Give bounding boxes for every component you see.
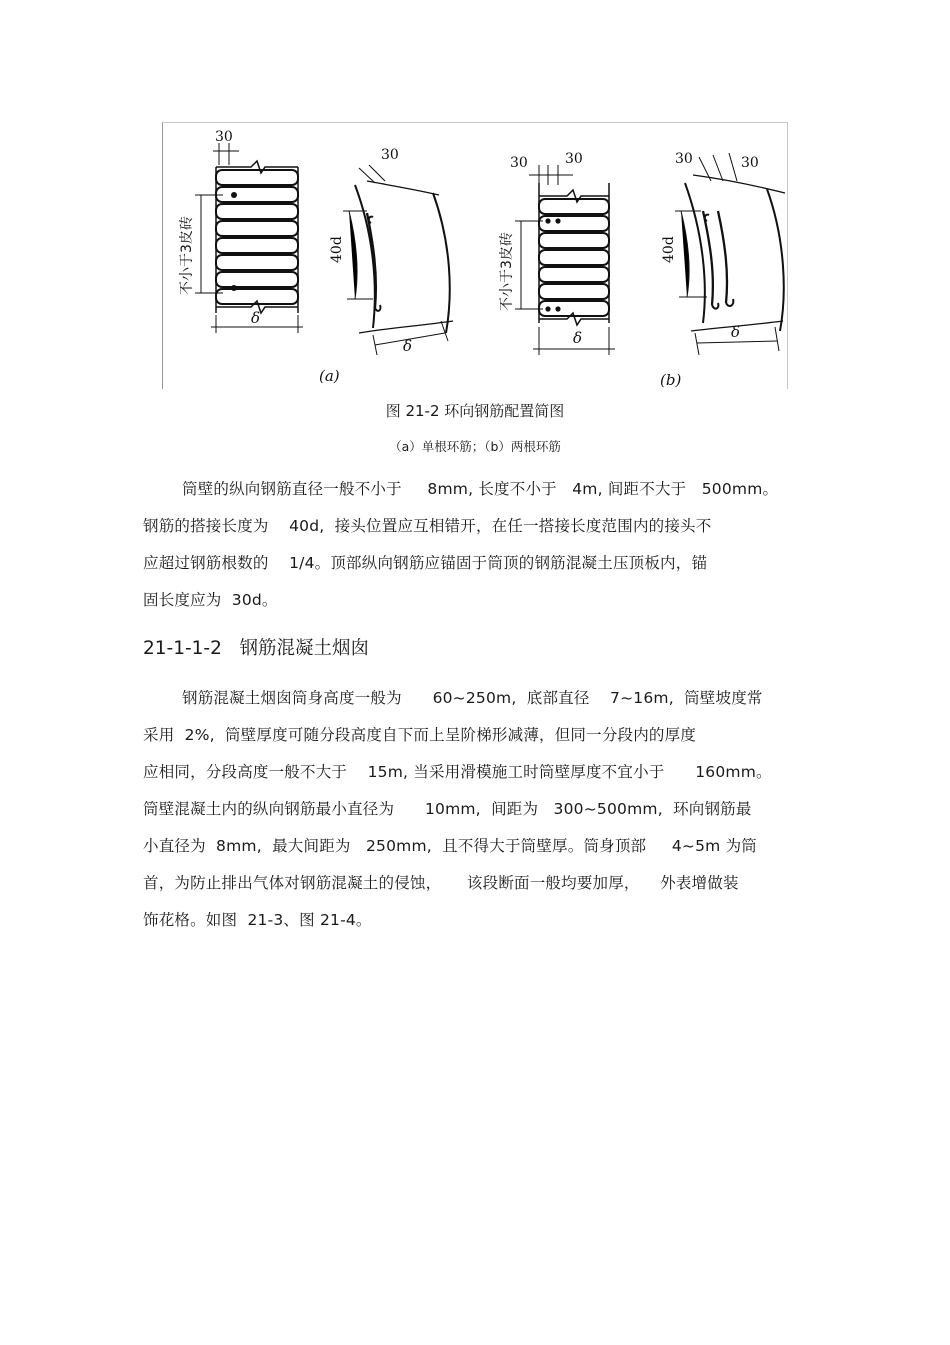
panel-b-rebar-dot-4: [555, 306, 560, 311]
paragraph-2-line-3: 应相同，分段高度一般不大于 15m, 当采用滑模施工时筒壁厚度不宜小于 160mm。: [143, 763, 772, 781]
panel-b-top-dim-right-label: 30: [565, 151, 583, 167]
paragraph-2-line-2: 采用 2%, 筒壁厚度可随分段高度自下而上呈阶梯形减薄，但同一分段内的厚度: [143, 726, 697, 744]
panel-a-rebar-dim-label: 30: [381, 147, 399, 163]
panel-b-lap-label: 40d: [661, 236, 677, 263]
panel-a-top-dim-label: 30: [215, 129, 233, 145]
panel-a-brick-section: [216, 161, 298, 313]
panel-a-height-label: 不小于3皮砖: [179, 216, 195, 295]
paragraph-2-line-1: 钢筋混凝土烟囱筒身高度一般为 60~250m, 底部直径 7~16m, 筒壁坡度常: [182, 689, 763, 707]
panel-b-rebar-dim-left-label: 30: [675, 151, 693, 167]
panel-a-label: (a): [319, 367, 340, 385]
paragraph-1-line-4: 固长度应为 30d。: [143, 591, 278, 609]
paragraph-1-line-2: 钢筋的搭接长度为 40d, 接头位置应互相错开，在任一搭接长度范围内的接头不: [143, 517, 712, 535]
panel-b-rebar-dot-1: [545, 218, 550, 223]
panel-a-curved-delta-label: δ: [403, 337, 413, 355]
paragraph-1-line-3: 应超过钢筋根数的 1/4。顶部纵向钢筋应锚固于筒顶的钢筋混凝土压顶板内，锚: [143, 554, 708, 572]
panel-b-top-dim-left-label: 30: [510, 155, 528, 171]
panel-b-top-dimension: [529, 165, 573, 185]
paragraph-2-line-7: 饰花格。如图 21-3、图 21-4。: [143, 911, 372, 929]
panel-b-delta-label: δ: [573, 329, 583, 347]
panel-a-lap-label: 40d: [329, 236, 345, 263]
panel-b-curved-wall: [685, 175, 785, 331]
paragraph-2-line-6: 首，为防止排出气体对钢筋混凝土的侵蚀， 该段断面一般均要加厚， 外表增做装: [143, 874, 739, 892]
panel-b-rebar-dot-2: [555, 218, 560, 223]
panel-a-delta-label: δ: [251, 309, 261, 327]
panel-b-rebar-dot-3: [545, 306, 550, 311]
paragraph-1-line-1: 筒壁的纵向钢筋直径一般不小于 8mm, 长度不小于 4m, 间距不大于 500mm。: [182, 480, 779, 498]
panel-b-brick-section: [539, 183, 609, 325]
figure-subcaption: （a）单根环筋；（b）两根环筋: [389, 439, 561, 454]
figure-21-2: [162, 122, 788, 389]
paragraph-2-line-5: 小直径为 8mm, 最大间距为 250mm, 且不得大于筒壁厚。筒身顶部 4~5m 为筒: [143, 837, 758, 855]
panel-a-top-dimension: [213, 143, 239, 165]
panel-b-curved-delta-label: δ: [731, 323, 741, 341]
panel-a-height-dimension: [195, 195, 223, 293]
paragraph-2-line-4: 筒壁混凝土内的纵向钢筋最小直径为 10mm, 间距为 300~500mm, 环向钢筋最: [143, 800, 752, 818]
panel-b-rebar-dim-right-label: 30: [741, 155, 759, 171]
rebar-diagram: [163, 123, 787, 389]
figure-caption: 图 21-2 环向钢筋配置简图: [385, 402, 565, 420]
panel-a-rebar-offset-dim: [359, 165, 385, 183]
panel-a-curved-wall: [355, 181, 453, 333]
section-heading: 21-1-1-2 钢筋混凝土烟囱: [143, 638, 370, 659]
panel-b-height-label: 不小于3皮砖: [499, 232, 515, 311]
panel-a-rebar-dot-bottom: [231, 285, 237, 291]
panel-b-label: (b): [660, 371, 682, 389]
panel-a-rebar-dot-top: [231, 192, 237, 198]
